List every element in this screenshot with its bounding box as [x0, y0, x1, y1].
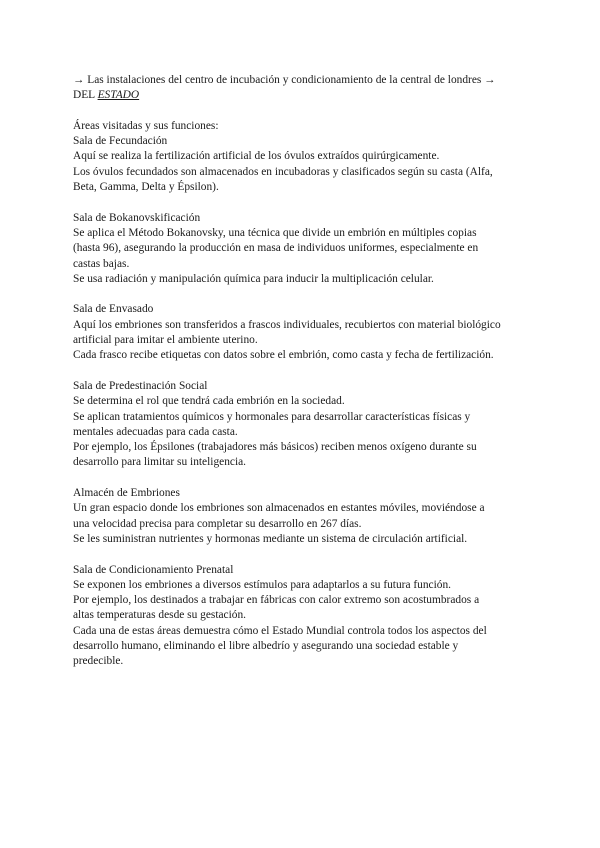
section-line: artificial para imitar el ambiente uterino. — [73, 334, 258, 347]
section-line: Aquí se realiza la fertilización artificial de los óvulos extraídos quirúrgicamente. — [73, 150, 440, 163]
section-title: Sala de Bokanovskificación — [73, 211, 201, 224]
spacer — [73, 104, 525, 119]
section-line: Se aplican tratamientos químicos y hormonales para desarrollar características físicas y — [73, 410, 471, 423]
section-line: Se les suministran nutrientes y hormonas mediante un sistema de circulación artificial. — [73, 532, 468, 545]
section-envasado — [73, 302, 525, 363]
intro-heading: Áreas visitadas y sus funciones: — [73, 119, 219, 132]
section-title: Sala de Envasado — [73, 303, 154, 316]
section-title: Sala de Predestinación Social — [73, 379, 208, 392]
section-line: una velocidad precisa para completar su desarrollo en 267 días. — [73, 517, 362, 530]
section-title: Sala de Fecundación — [73, 135, 168, 148]
spacer — [73, 547, 525, 562]
header-line-2 — [73, 88, 525, 103]
section-bokanovskificacion — [73, 211, 525, 287]
document-header — [73, 73, 525, 104]
document-page — [73, 73, 525, 670]
spacer — [73, 287, 525, 302]
section-title: Almacén de Embriones — [73, 487, 180, 500]
section-line: Beta, Gamma, Delta y Épsilon). — [73, 181, 219, 194]
section-line: Cada frasco recibe etiquetas con datos sobre el embrión, como casta y fecha de fertilización. — [73, 349, 494, 362]
section-line: Se determina el rol que tendrá cada embrión en la sociedad. — [73, 395, 345, 408]
section-line: altas temperaturas desde su gestación. — [73, 609, 247, 622]
section-line: Se aplica el Método Bokanovsky, una técnica que divide un embrión en múltiples copias — [73, 226, 477, 239]
section-line: (hasta 96), asegurando la producción en masa de individuos uniformes, especialmente en — [73, 242, 479, 255]
section-line: Se usa radiación y manipulación química para inducir la multiplicación celular. — [73, 272, 434, 285]
section-line: desarrollo humano, eliminando el libre albedrío y asegurando una sociedad estable y — [73, 639, 459, 652]
spacer — [73, 364, 525, 379]
section-line: mentales adecuadas para cada casta. — [73, 425, 238, 438]
section-line: castas bajas. — [73, 257, 130, 270]
section-condicionamiento-prenatal — [73, 563, 525, 670]
section-line: Aquí los embriones son transferidos a frascos individuales, recubiertos con material biológico — [73, 318, 501, 331]
header-emphasis-estado: ESTADO — [97, 89, 140, 102]
section-line: desarrollo para limitar su inteligencia. — [73, 456, 247, 469]
section-line: Los óvulos fecundados son almacenados en incubadoras y clasificados según su casta (Alfa, — [73, 165, 493, 178]
section-line: Por ejemplo, los destinados a trabajar en fábricas con calor extremo son acostumbrados a — [73, 594, 480, 607]
section-line: Cada una de estas áreas demuestra cómo el Estado Mundial controla todos los aspectos del — [73, 624, 487, 637]
spacer — [73, 471, 525, 486]
section-predestinacion-social — [73, 379, 525, 471]
spacer — [73, 195, 525, 210]
section-title: Sala de Condicionamiento Prenatal — [73, 563, 234, 576]
header-line-2-prefix: DEL — [73, 89, 98, 102]
section-line: predecible. — [73, 655, 124, 668]
section-line: Se exponen los embriones a diversos estímulos para adaptarlos a su futura función. — [73, 578, 452, 591]
section-line: Un gran espacio donde los embriones son almacenados en estantes móviles, moviéndose a — [73, 502, 485, 515]
section-almacen-embriones — [73, 486, 525, 547]
section-line: Por ejemplo, los Épsilones (trabajadores más básicos) reciben menos oxígeno durante su — [73, 441, 477, 454]
section-fecundacion — [73, 134, 525, 195]
header-line-1: → Las instalaciones del centro de incubación y condicionamiento de la central de londres → — [73, 74, 496, 86]
